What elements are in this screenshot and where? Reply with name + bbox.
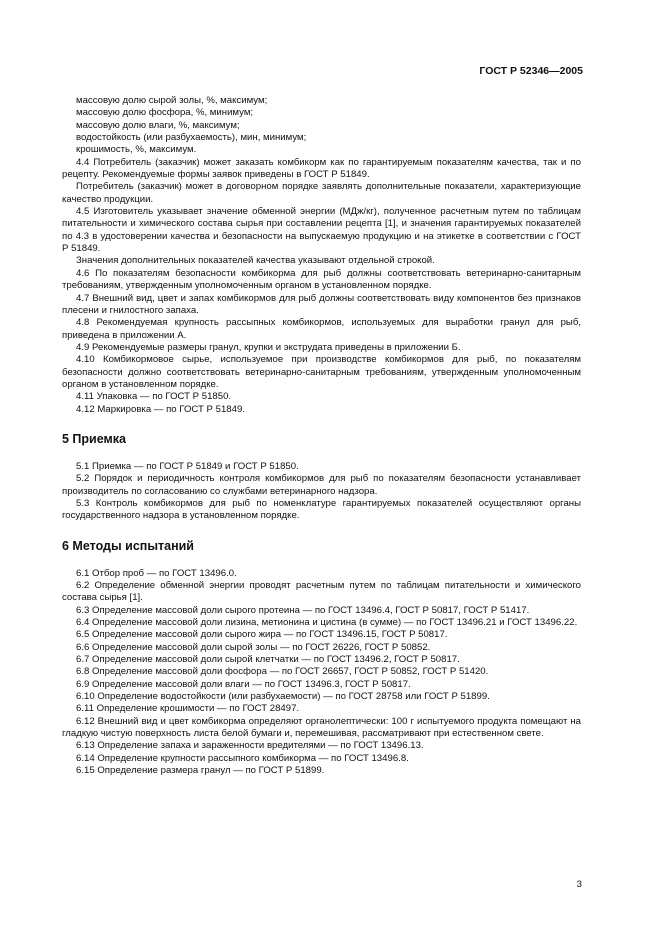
paragraph-4-11: 4.11 Упаковка — по ГОСТ Р 51850.	[76, 391, 232, 403]
paragraph-6-15: 6.15 Определение размера гранул — по ГОСТ Р 51899.	[76, 765, 325, 777]
page-number: 3	[576, 879, 582, 890]
section-5-heading: 5 Приемка	[62, 431, 126, 446]
paragraph-6-3: 6.3 Определение массовой доли сырого протеина — по ГОСТ 13496.4, ГОСТ Р 50817, ГОСТ Р 51417.	[76, 604, 530, 616]
list-item: водостойкость (или разбухаемость), мин, минимум;	[76, 132, 307, 144]
paragraph-6-8: 6.8 Определение массовой доли фосфора — по ГОСТ 26657, ГОСТ Р 50852, ГОСТ Р 51420.	[76, 666, 489, 678]
paragraph-6-9: 6.9 Определение массовой доли влаги — по ГОСТ 13496.3, ГОСТ Р 50817.	[76, 678, 411, 690]
paragraph-6-13: 6.13 Определение запаха и зараженности вредителями — по ГОСТ 13496.13.	[76, 740, 424, 752]
paragraph-4-4: 4.4 Потребитель (заказчик) может заказать комбикорм как по гарантируемым показателям качества, так и по рецепту. Рекомендуемые формы заявок приведены в ГОСТ Р 51849.	[62, 156, 581, 181]
paragraph-4-7: 4.7 Внешний вид, цвет и запах комбикормов для рыб должны соответствовать виду компонентов без признаков плесени и гнилостного запаха.	[62, 292, 581, 316]
paragraph-6-7: 6.7 Определение массовой доли сырой клетчатки — по ГОСТ 13496.2, ГОСТ Р 50817.	[76, 654, 460, 666]
paragraph-4-5-cont: Значения дополнительных показателей качества указывают отдельной строкой.	[76, 255, 435, 267]
paragraph-5-3: 5.3 Контроль комбикормов для рыб по номенклатуре гарантируемых показателей осуществляют органы государственного надзора в установленном порядке.	[62, 497, 581, 522]
paragraph-6-2: 6.2 Определение обменной энергии проводят расчетным путем по таблицам питательности и химического состава сырья [1].	[62, 580, 581, 604]
paragraph-6-5: 6.5 Определение массовой доли сырого жира — по ГОСТ 13496.15, ГОСТ Р 50817.	[76, 629, 448, 641]
paragraph-6-14: 6.14 Определение крупности рассыпного комбикорма — по ГОСТ 13496.8.	[76, 752, 409, 764]
paragraph-6-6: 6.6 Определение массовой доли сырой золы — по ГОСТ 26226, ГОСТ Р 50852.	[76, 641, 431, 653]
paragraph-4-10: 4.10 Комбикормовое сырье, используемое при производстве комбикормов для рыб, по показателям безопасности должно соответствовать ветеринарно-санитарным требованиям, утвержденным уполномоченным органом в установленном порядке.	[62, 354, 581, 390]
paragraph-4-8: 4.8 Рекомендуемая крупность рассыпных комбикормов, используемых для выработки гранул для рыб, приведена в приложении А.	[62, 317, 581, 341]
paragraph-6-12: 6.12 Внешний вид и цвет комбикорма определяют органолептически: 100 г испытуемого продукта помещают на гладкую чистую поверхность листа белой бумаги и, перемешивая, рассматривают при естественном свете.	[62, 715, 581, 740]
paragraph-4-12: 4.12 Маркировка — по ГОСТ Р 51849.	[76, 403, 245, 415]
paragraph-4-4-cont: Потребитель (заказчик) может в договорном порядке заявлять дополнительные показатели, характеризующие качество продукции.	[62, 181, 581, 205]
paragraph-6-4: 6.4 Определение массовой доли лизина, метионина и цистина (в сумме) — по ГОСТ 13496.21 и ГОСТ 13496.22.	[76, 617, 578, 629]
list-item: массовую долю сырой золы, %, максимум;	[76, 95, 268, 106]
paragraph-4-5: 4.5 Изготовитель указывает значение обменной энергии (МДж/кг), полученное расчетным путем по таблицам питательности и химического состава сырья при составлении рецепта [1], и значения гарантируемых показателей по 4.3 в удостоверении качества и безопасности на выпускаемую продукцию и на этикетке в соответствии с ГОСТ Р 51849.	[62, 206, 581, 255]
paragraph-4-9: 4.9 Рекомендуемые размеры гранул, крупки и экструдата приведены в приложении Б.	[76, 341, 461, 353]
list-item: массовую долю влаги, %, максимум;	[76, 119, 240, 131]
paragraph-6-10: 6.10 Определение водостойкости (или разбухаемости) — по ГОСТ 28758 или ГОСТ Р 51899.	[76, 691, 490, 703]
paragraph-5-1: 5.1 Приемка — по ГОСТ Р 51849 и ГОСТ Р 51850.	[76, 460, 299, 472]
page-content	[62, 95, 581, 778]
list-item: массовую долю фосфора, %, минимум;	[76, 107, 254, 119]
document-code: ГОСТ Р 52346—2005	[479, 65, 583, 77]
list-item: крошимость, %, максимум.	[76, 144, 197, 156]
paragraph-4-6: 4.6 По показателям безопасности комбикорма для рыб должны соответствовать ветеринарно-санитарным требованиям, утвержденным уполномоченным органом в установленном порядке.	[62, 267, 581, 292]
paragraph-5-2: 5.2 Порядок и периодичность контроля комбикормов для рыб по показателям безопасности устанавливает производитель по согласованию со службами ветеринарного надзора.	[62, 473, 581, 497]
section-6-heading: 6 Методы испытаний	[62, 538, 194, 553]
paragraph-6-11: 6.11 Определение крошимости — по ГОСТ 28497.	[76, 703, 300, 715]
paragraph-6-1: 6.1 Отбор проб — по ГОСТ 13496.0.	[76, 567, 237, 579]
